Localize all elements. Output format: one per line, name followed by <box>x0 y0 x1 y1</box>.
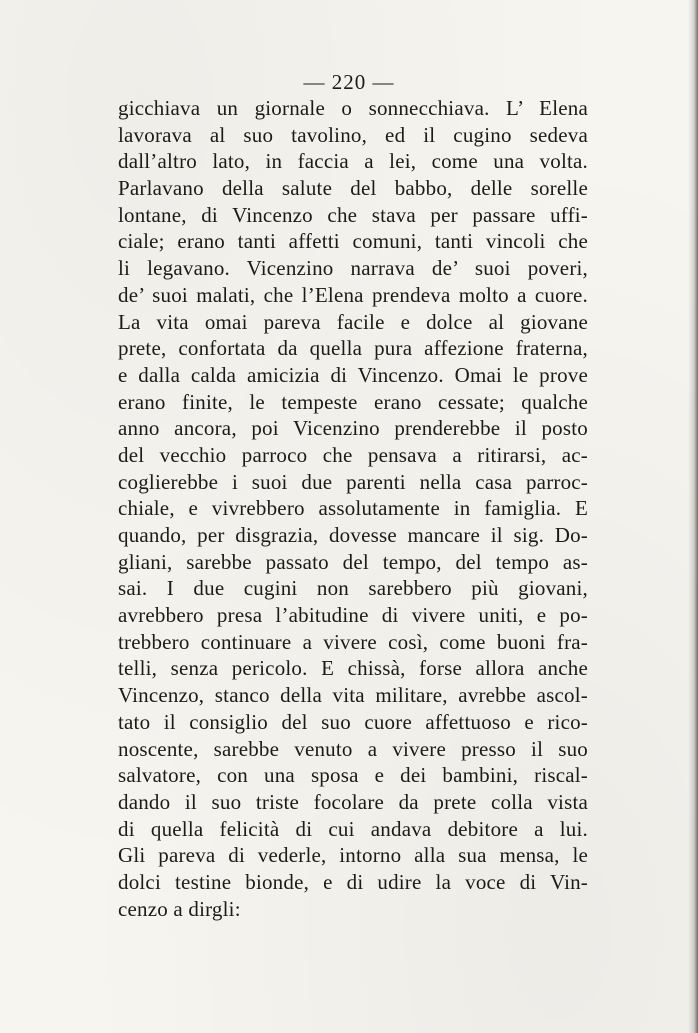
text-line: La vita omai pareva facile e dolce al giovane <box>118 309 588 334</box>
text-line: prete, confortata da quella pura affezione fraterna, <box>118 336 588 361</box>
text-line: telli, senza pericolo. E chissà, forse allora anche <box>118 656 588 681</box>
text-line: erano finite, le tempeste erano cessate; qualche <box>118 389 588 414</box>
text-line: li legavano. Vicenzino narrava de’ suoi poveri, <box>118 256 588 281</box>
text-line: noscente, sarebbe venuto a vivere presso il suo <box>118 736 588 761</box>
text-line: salvatore, con una sposa e dei bambini, riscal- <box>118 763 588 788</box>
text-line: quando, per disgrazia, dovesse mancare il sig. Do- <box>118 523 588 547</box>
text-line: dando il suo triste focolare da prete colla vista <box>118 789 588 814</box>
text-line: sai. I due cugini non sarebbero più giovani, <box>118 576 588 601</box>
body-text <box>118 95 588 922</box>
text-line: chiale, e vivrebbero assolutamente in famiglia. E <box>118 496 588 521</box>
text-line: dall’altro lato, in faccia a lei, come una volta. <box>118 149 588 174</box>
text-line: trebbero continuare a vivere così, come buoni fra- <box>118 629 588 654</box>
text-line: lontane, di Vincenzo che stava per passare uffi- <box>118 202 588 227</box>
text-line: gliani, sarebbe passato del tempo, del tempo as- <box>118 549 588 574</box>
page-number: — 220 — <box>303 70 395 94</box>
text-line: Gli pareva di vederle, intorno alla sua mensa, le <box>118 843 588 868</box>
text-line: avrebbero presa l’abitudine di vivere uniti, e po- <box>118 603 588 628</box>
text-line: Parlavano della salute del babbo, delle sorelle <box>118 176 588 201</box>
text-line: tato il consiglio del suo cuore affettuoso e rico- <box>118 709 588 734</box>
text-line: e dalla calda amicizia di Vincenzo. Omai le prove <box>118 362 588 387</box>
text-line: coglierebbe i suoi due parenti nella casa parroc- <box>118 469 588 494</box>
text-line: ciale; erano tanti affetti comuni, tanti vincoli che <box>118 229 588 254</box>
text-line: Vincenzo, stanco della vita militare, avrebbe ascol- <box>118 683 588 708</box>
text-line: dolci testine bionde, e di udire la voce di Vin- <box>118 869 588 894</box>
text-line: de’ suoi malati, che l’Elena prendeva molto a cuore. <box>118 282 588 307</box>
page-edge-shadow <box>688 0 698 1033</box>
text-line: di quella felicità di cui andava debitore a lui. <box>118 816 588 841</box>
text-line: anno ancora, poi Vicenzino prenderebbe il posto <box>118 416 588 441</box>
text-line: del vecchio parroco che pensava a ritirarsi, ac- <box>118 442 588 467</box>
text-line: gicchiava un giornale o sonnecchiava. L’ Elena <box>118 96 588 120</box>
text-line: lavorava al suo tavolino, ed il cugino sedeva <box>118 122 588 147</box>
text-line: cenzo a dirgli: <box>118 896 241 921</box>
